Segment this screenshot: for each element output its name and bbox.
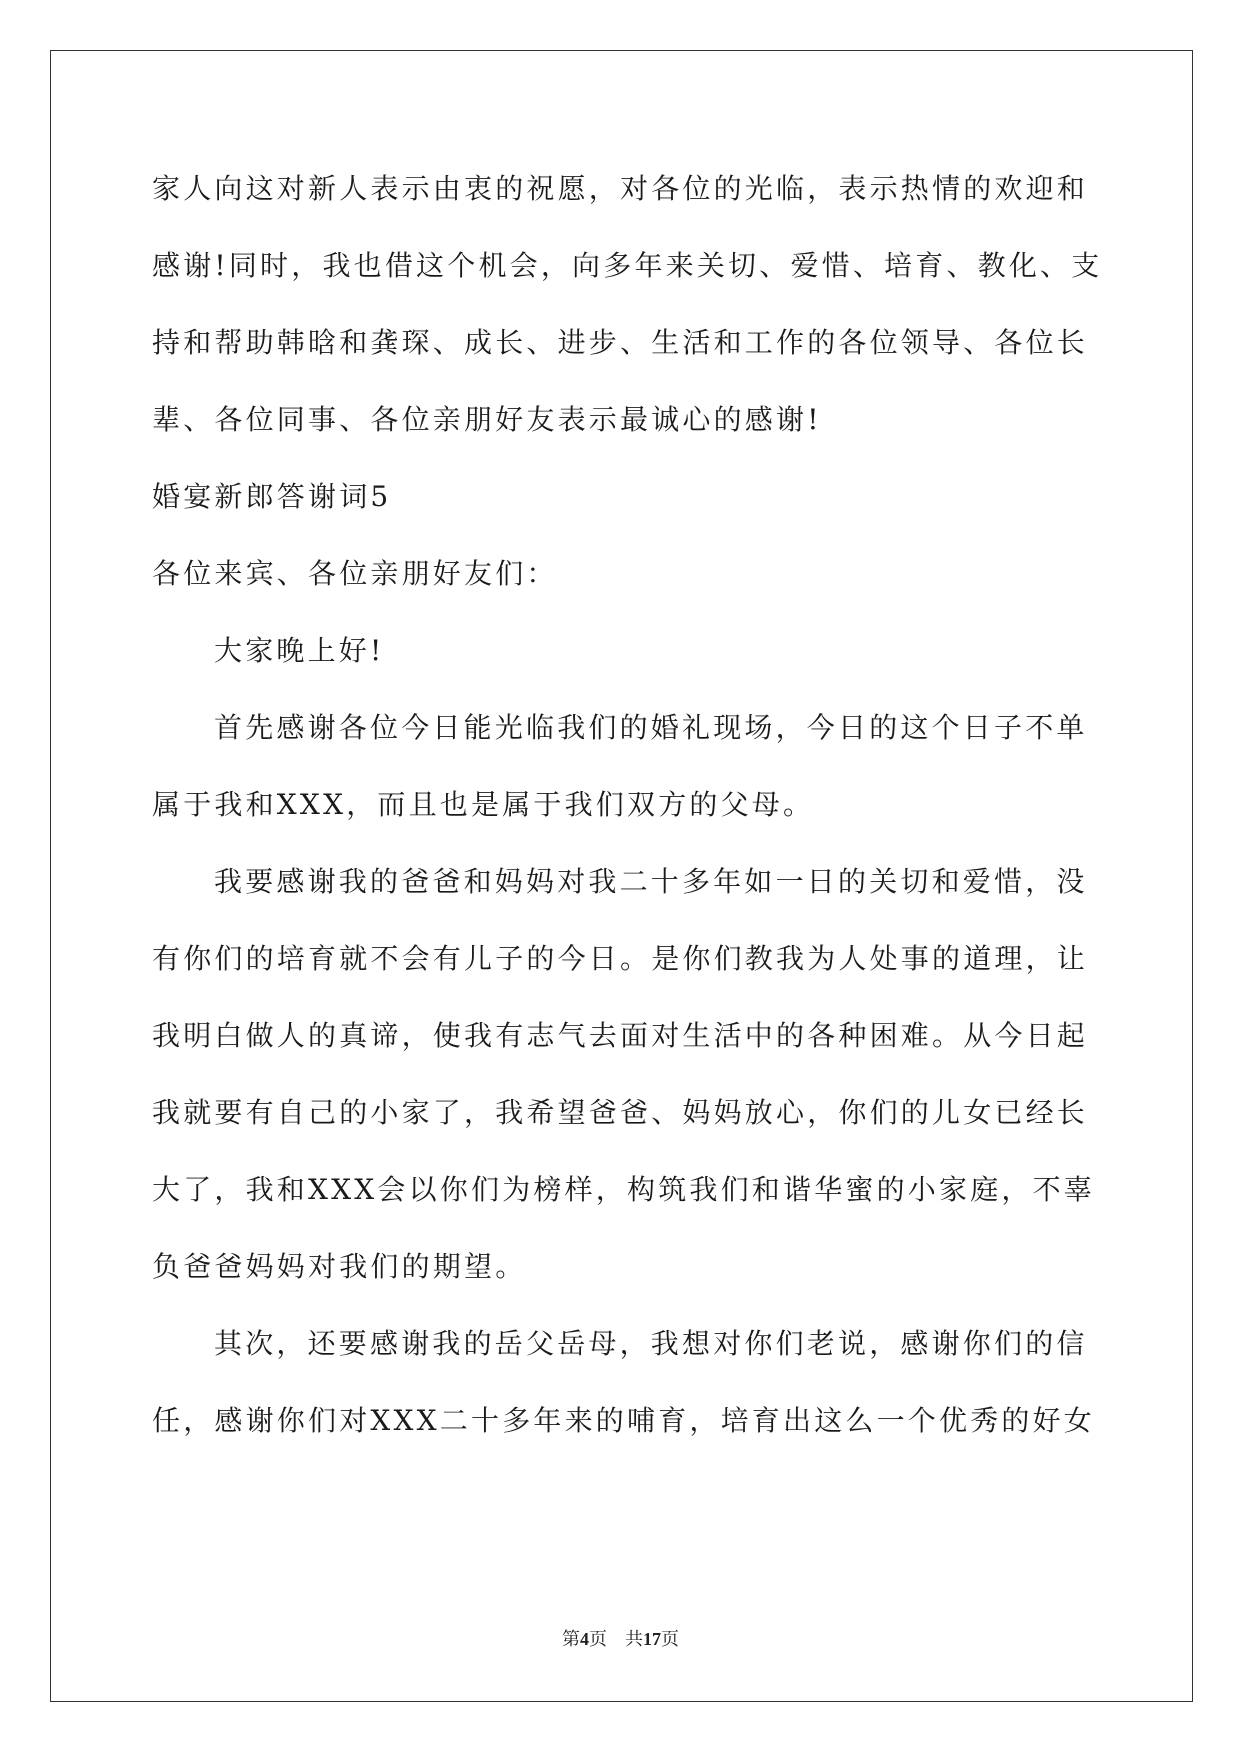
page-suffix: 页 — [589, 1629, 607, 1649]
text-line: 持和帮助韩晗和龚琛、成长、进步、生活和工作的各位领导、各位长 — [152, 326, 1089, 359]
total-prefix: 共 — [625, 1629, 643, 1649]
section-heading: 婚宴新郎答谢词5 — [152, 480, 392, 513]
text-line: 我要感谢我的爸爸和妈妈对我二十多年如一日的关切和爱惜，没 — [214, 865, 1088, 898]
text-line: 家人向这对新人表示由衷的祝愿，对各位的光临，表示热情的欢迎和 — [152, 172, 1089, 205]
text-line: 感谢!同时，我也借这个机会，向多年来关切、爱惜、培育、教化、支 — [152, 249, 1103, 282]
total-suffix: 页 — [661, 1629, 679, 1649]
total-pages: 17 — [643, 1629, 661, 1649]
page-footer — [0, 1625, 1241, 1651]
text-line: 任，感谢你们对XXX二十多年来的哺育，培育出这么一个优秀的好女 — [152, 1404, 1096, 1437]
text-line: 负爸爸妈妈对我们的期望。 — [152, 1250, 527, 1283]
text-line: 我明白做人的真谛，使我有志气去面对生活中的各种困难。从今日起 — [152, 1019, 1089, 1052]
greeting: 大家晚上好! — [214, 634, 385, 667]
text-line: 辈、各位同事、各位亲朋好友表示最诚心的感谢! — [152, 403, 822, 436]
text-line: 我就要有自己的小家了，我希望爸爸、妈妈放心，你们的儿女已经长 — [152, 1096, 1089, 1129]
page-prefix: 第 — [562, 1629, 580, 1649]
text-line: 属于我和XXX，而且也是属于我们双方的父母。 — [152, 788, 815, 821]
salutation: 各位来宾、各位亲朋好友们： — [152, 557, 558, 590]
document-body — [152, 150, 1103, 1459]
text-line: 首先感谢各位今日能光临我们的婚礼现场，今日的这个日子不单 — [214, 711, 1088, 744]
text-line: 有你们的培育就不会有儿子的今日。是你们教我为人处事的道理，让 — [152, 942, 1089, 975]
text-line: 其次，还要感谢我的岳父岳母，我想对你们老说，感谢你们的信 — [214, 1327, 1088, 1360]
page-number: 4 — [580, 1629, 589, 1649]
text-line: 大了，我和XXX会以你们为榜样，构筑我们和谐华蜜的小家庭，不辜 — [152, 1173, 1096, 1206]
